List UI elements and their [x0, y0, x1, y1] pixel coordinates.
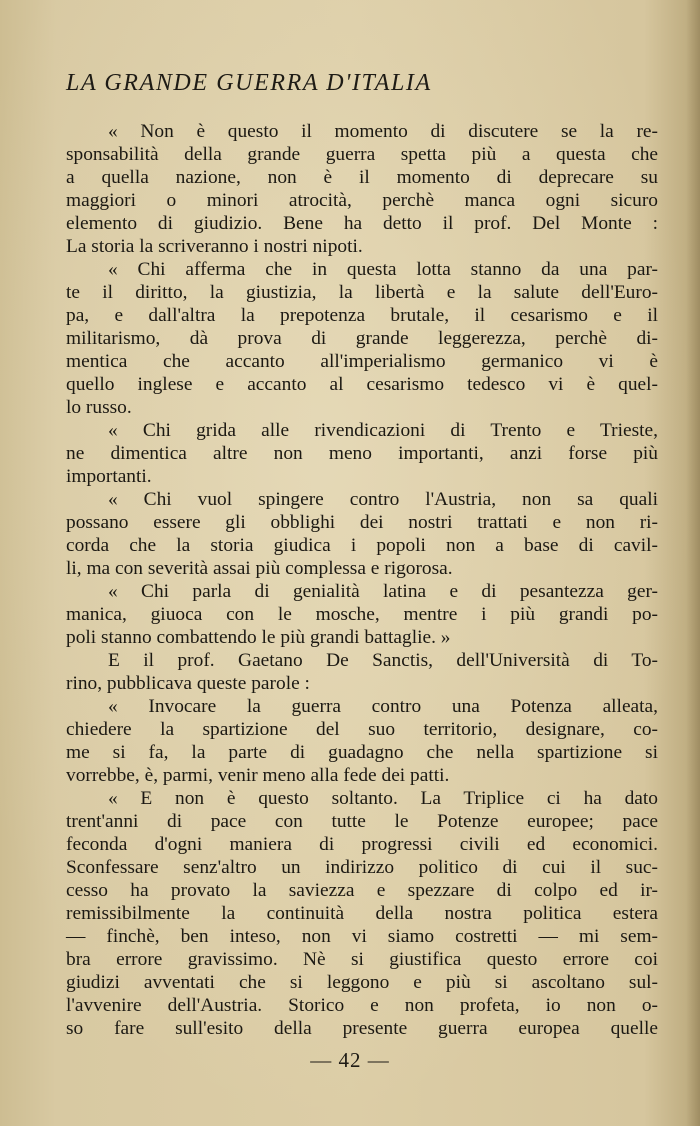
text-line: a quella nazione, non è il momento di deprecare su — [66, 167, 658, 188]
text-line: feconda d'ogni maniera di progressi civili ed economici. — [66, 834, 658, 855]
body-text — [66, 120, 658, 1040]
text-line: te il diritto, la giustizia, la libertà e la salute dell'Euro- — [66, 282, 658, 303]
text-line: La storia la scriveranno i nostri nipoti. — [66, 236, 363, 257]
text-line: li, ma con severità assai più complessa e rigorosa. — [66, 558, 453, 579]
text-line: « E non è questo soltanto. La Triplice ci ha dato — [108, 788, 658, 809]
text-line: chiedere la spartizione del suo territorio, designare, co- — [66, 719, 658, 740]
text-line: « Chi vuol spingere contro l'Austria, non sa quali — [108, 489, 658, 510]
text-line: giudizi avventati che si leggono e più si ascoltano sul- — [66, 972, 658, 993]
page-edge-shadow — [686, 0, 700, 1126]
text-line: « Chi parla di genialità latina e di pesantezza ger- — [108, 581, 658, 602]
text-line: pa, e dall'altra la prepotenza brutale, il cesarismo e il — [66, 305, 658, 326]
text-line: « Chi grida alle rivendicazioni di Trento e Trieste, — [108, 420, 658, 441]
text-line: « Invocare la guerra contro una Potenza alleata, — [108, 696, 658, 717]
text-line: « Non è questo il momento di discutere se la re- — [108, 121, 658, 142]
text-line: trent'anni di pace con tutte le Potenze europee; pace — [66, 811, 658, 832]
text-line: rino, pubblicava queste parole : — [66, 673, 310, 694]
text-line: vorrebbe, è, parmi, venir meno alla fede dei patti. — [66, 765, 450, 786]
text-line: ne dimentica altre non meno importanti, anzi forse più — [66, 443, 658, 464]
text-line: maggiori o minori atrocità, perchè manca ogni sicuro — [66, 190, 658, 211]
text-line: poli stanno combattendo le più grandi battaglie. » — [66, 627, 451, 648]
text-line: lo russo. — [66, 397, 132, 418]
text-line: E il prof. Gaetano De Sanctis, dell'Università di To- — [108, 650, 658, 671]
text-line: remissibilmente la continuità della nostra politica estera — [66, 903, 658, 924]
text-line: manica, giuoca con le mosche, mentre i più grandi po- — [66, 604, 658, 625]
text-line: « Chi afferma che in questa lotta stanno da una par- — [108, 259, 658, 280]
text-line: militarismo, dà prova di grande leggerezza, perchè di- — [66, 328, 658, 349]
text-line: elemento di giudizio. Bene ha detto il prof. Del Monte : — [66, 213, 658, 234]
text-line: quello inglese e accanto al cesarismo tedesco vi è quel- — [66, 374, 658, 395]
text-line: possano essere gli obblighi dei nostri trattati e non ri- — [66, 512, 658, 533]
text-line: cesso ha provato la saviezza e spezzare di colpo ed ir- — [66, 880, 658, 901]
text-line: sponsabilità della grande guerra spetta più a questa che — [66, 144, 658, 165]
text-line: corda che la storia giudica i popoli non a base di cavil- — [66, 535, 658, 556]
text-line: me si fa, la parte di guadagno che nella spartizione si — [66, 742, 658, 763]
text-line: importanti. — [66, 466, 152, 487]
page-number: — 42 — — [310, 1048, 390, 1072]
text-line: mentica che accanto all'imperialismo germanico vi è — [66, 351, 658, 372]
text-line: l'avvenire dell'Austria. Storico e non profeta, io non o- — [66, 995, 658, 1016]
text-line: Sconfessare senz'altro un indirizzo politico di cui il suc- — [66, 857, 658, 878]
text-line: so fare sull'esito della presente guerra europea quelle — [66, 1018, 658, 1039]
text-line: bra errore gravissimo. Nè si giustifica questo errore coi — [66, 949, 658, 970]
running-title: LA GRANDE GUERRA D'ITALIA — [66, 70, 432, 96]
text-line: — finchè, ben inteso, non vi siamo costretti — mi sem- — [66, 926, 658, 947]
